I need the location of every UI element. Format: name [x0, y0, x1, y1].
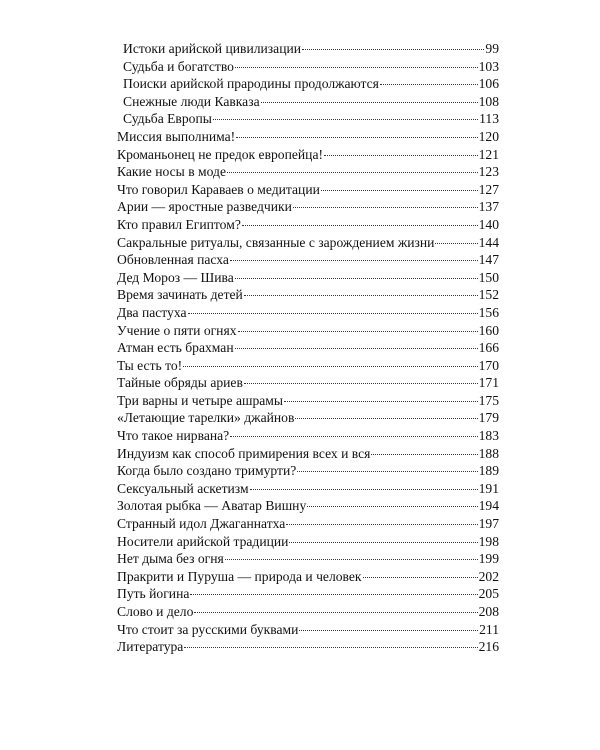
toc-dot-leader — [194, 612, 477, 613]
toc-entry-title: Что говорил Караваев о медитации — [117, 181, 320, 197]
toc-dot-leader — [286, 524, 477, 525]
toc-entry — [117, 251, 499, 269]
toc-entry — [117, 339, 499, 357]
toc-entry-page-number: 106 — [478, 76, 499, 92]
toc-dot-leader — [184, 647, 477, 648]
toc-entry-title: Когда было создано тримурти? — [117, 463, 297, 479]
toc-entry — [117, 75, 499, 93]
toc-entry — [117, 427, 499, 445]
toc-dot-leader — [380, 84, 478, 85]
toc-entry — [117, 409, 499, 427]
toc-entry — [117, 269, 499, 287]
toc-entry — [117, 163, 499, 181]
toc-dot-leader — [230, 260, 478, 261]
toc-dot-leader — [227, 172, 478, 173]
toc-entry-title: Истоки арийской цивилизации — [123, 41, 302, 56]
toc-dot-leader — [235, 278, 478, 279]
toc-entry-page-number: 205 — [478, 586, 499, 602]
toc-dot-leader — [213, 119, 478, 120]
toc-entry-title: Судьба Европы — [123, 111, 212, 127]
toc-entry-page-number: 216 — [478, 639, 499, 655]
toc-entry-title: Атман есть брахман — [117, 340, 234, 356]
toc-entry-page-number: 147 — [478, 252, 499, 268]
toc-entry-title: Арии — яростные разведчики — [117, 199, 292, 215]
toc-entry-page-number: 156 — [478, 304, 499, 320]
toc-entry-page-number: 120 — [478, 128, 499, 144]
toc-entry-title: Учение о пяти огнях — [117, 322, 237, 338]
toc-entry — [117, 533, 499, 551]
toc-entry — [117, 40, 499, 58]
toc-entry-page-number: 194 — [478, 498, 499, 514]
toc-dot-leader — [302, 49, 484, 50]
toc-dot-leader — [435, 243, 477, 244]
toc-dot-leader — [284, 401, 478, 402]
toc-dot-leader — [230, 436, 477, 437]
toc-dot-leader — [307, 506, 477, 507]
toc-dot-leader — [236, 137, 477, 138]
toc-dot-leader — [235, 348, 478, 349]
toc-entry-title: Сексуальный аскетизм — [117, 480, 249, 496]
toc-entry-title: Три варны и четыре ашрамы — [117, 392, 284, 408]
toc-entry-title: Путь йогина — [117, 586, 190, 602]
toc-entry — [117, 585, 499, 603]
toc-entry-title: Слово и дело — [117, 604, 194, 619]
toc-entry-title: Кто правил Египтом? — [117, 216, 241, 232]
toc-entry — [117, 638, 499, 656]
toc-entry-page-number: 99 — [485, 41, 499, 56]
toc-entry-page-number: 152 — [478, 287, 499, 303]
toc-dot-leader — [250, 489, 478, 490]
toc-entry-title: Литература — [117, 639, 184, 655]
toc-entry-page-number: 183 — [478, 428, 499, 444]
toc-entry-title: Поиски арийской прародины продолжаются — [123, 76, 379, 92]
toc-entry — [117, 181, 499, 199]
toc-dot-leader — [289, 542, 477, 543]
toc-entry-title: Обновленная пасха — [117, 252, 229, 268]
toc-entry-page-number: 198 — [478, 533, 499, 549]
toc-entry — [117, 462, 499, 480]
toc-entry-page-number: 166 — [478, 340, 499, 356]
toc-dot-leader — [371, 454, 477, 455]
toc-entry-title: Какие носы в моде — [117, 164, 226, 180]
toc-dot-leader — [363, 577, 478, 578]
toc-entry — [117, 286, 499, 304]
toc-entry — [117, 480, 499, 498]
toc-entry — [117, 497, 499, 515]
toc-entry-title: Сакральные ритуалы, связанные с зарождением жизни — [117, 234, 435, 250]
toc-entry — [117, 515, 499, 533]
toc-entry-page-number: 170 — [478, 357, 499, 373]
toc-entry-page-number: 189 — [478, 463, 499, 479]
toc-entry — [117, 58, 499, 76]
toc-dot-leader — [297, 471, 477, 472]
toc-entry — [117, 550, 499, 568]
toc-entry-page-number: 208 — [478, 604, 499, 619]
toc-entry-title: Носители арийской традиции — [117, 533, 289, 549]
toc-entry-page-number: 175 — [478, 392, 499, 408]
toc-entry-page-number: 103 — [478, 58, 499, 74]
toc-entry-page-number: 137 — [478, 199, 499, 215]
toc-dot-leader — [299, 630, 478, 631]
toc-entry — [117, 392, 499, 410]
toc-entry-title: «Летающие тарелки» джайнов — [117, 410, 295, 426]
toc-entry — [117, 322, 499, 340]
toc-dot-leader — [225, 559, 478, 560]
toc-entry-page-number: 211 — [479, 621, 499, 637]
toc-dot-leader — [244, 295, 478, 296]
toc-entry-page-number: 127 — [478, 181, 499, 197]
toc-entry-page-number: 188 — [478, 445, 499, 461]
toc-entry-title: Два пастуха — [117, 304, 187, 320]
toc-dot-leader — [183, 366, 477, 367]
toc-entry — [117, 603, 499, 621]
toc-entry-title: Дед Мороз — Шива — [117, 269, 234, 285]
toc-entry-title: Ты есть то! — [117, 357, 183, 373]
toc-dot-leader — [235, 67, 478, 68]
toc-entry — [117, 374, 499, 392]
toc-entry-title: Странный идол Джаганнатха — [117, 516, 286, 532]
toc-entry-page-number: 197 — [478, 516, 499, 532]
toc-entry-title: Время зачинать детей — [117, 287, 243, 303]
toc-dot-leader — [295, 418, 477, 419]
toc-entry — [117, 216, 499, 234]
toc-entry-title: Кроманьонец не предок европейца! — [117, 146, 324, 162]
table-of-contents — [117, 40, 499, 656]
toc-entry — [117, 128, 499, 146]
toc-entry-title: Снежные люди Кавказа — [123, 93, 260, 109]
toc-dot-leader — [244, 383, 478, 384]
toc-dot-leader — [293, 207, 478, 208]
toc-entry-title: Что стоит за русскими буквами — [117, 621, 299, 637]
toc-entry — [117, 110, 499, 128]
toc-dot-leader — [261, 102, 478, 103]
toc-entry-page-number: 179 — [478, 410, 499, 426]
toc-entry-page-number: 171 — [478, 375, 499, 391]
toc-entry — [117, 146, 499, 164]
toc-entry-page-number: 123 — [478, 164, 499, 180]
toc-entry-page-number: 199 — [478, 551, 499, 567]
toc-entry — [117, 198, 499, 216]
toc-entry-page-number: 150 — [478, 269, 499, 285]
toc-entry-title: Тайные обряды ариев — [117, 375, 243, 391]
toc-entry-page-number: 121 — [478, 146, 499, 162]
toc-entry-page-number: 113 — [479, 111, 499, 127]
toc-entry-page-number: 140 — [478, 216, 499, 232]
toc-entry-title: Пракрити и Пуруша — природа и человек — [117, 568, 362, 584]
toc-entry-page-number: 160 — [478, 322, 499, 338]
toc-entry-page-number: 144 — [478, 234, 499, 250]
toc-entry-title: Нет дыма без огня — [117, 551, 224, 567]
toc-entry — [117, 568, 499, 586]
toc-entry — [117, 304, 499, 322]
toc-entry — [117, 445, 499, 463]
toc-entry — [117, 93, 499, 111]
toc-dot-leader — [321, 190, 478, 191]
toc-entry-page-number: 108 — [478, 93, 499, 109]
toc-entry-page-number: 191 — [478, 480, 499, 496]
toc-entry-title: Что такое нирвана? — [117, 428, 230, 444]
toc-dot-leader — [238, 331, 478, 332]
toc-dot-leader — [242, 225, 478, 226]
toc-entry-title: Золотая рыбка — Аватар Вишну — [117, 498, 307, 514]
toc-dot-leader — [190, 594, 477, 595]
toc-entry-title: Судьба и богатство — [123, 58, 234, 74]
toc-entry-title: Миссия выполнима! — [117, 128, 236, 144]
toc-dot-leader — [188, 313, 478, 314]
toc-entry — [117, 621, 499, 639]
toc-dot-leader — [324, 155, 478, 156]
toc-entry — [117, 234, 499, 252]
toc-entry — [117, 357, 499, 375]
toc-entry-page-number: 202 — [478, 568, 499, 584]
toc-entry-title: Индуизм как способ примирения всех и вся — [117, 445, 371, 461]
